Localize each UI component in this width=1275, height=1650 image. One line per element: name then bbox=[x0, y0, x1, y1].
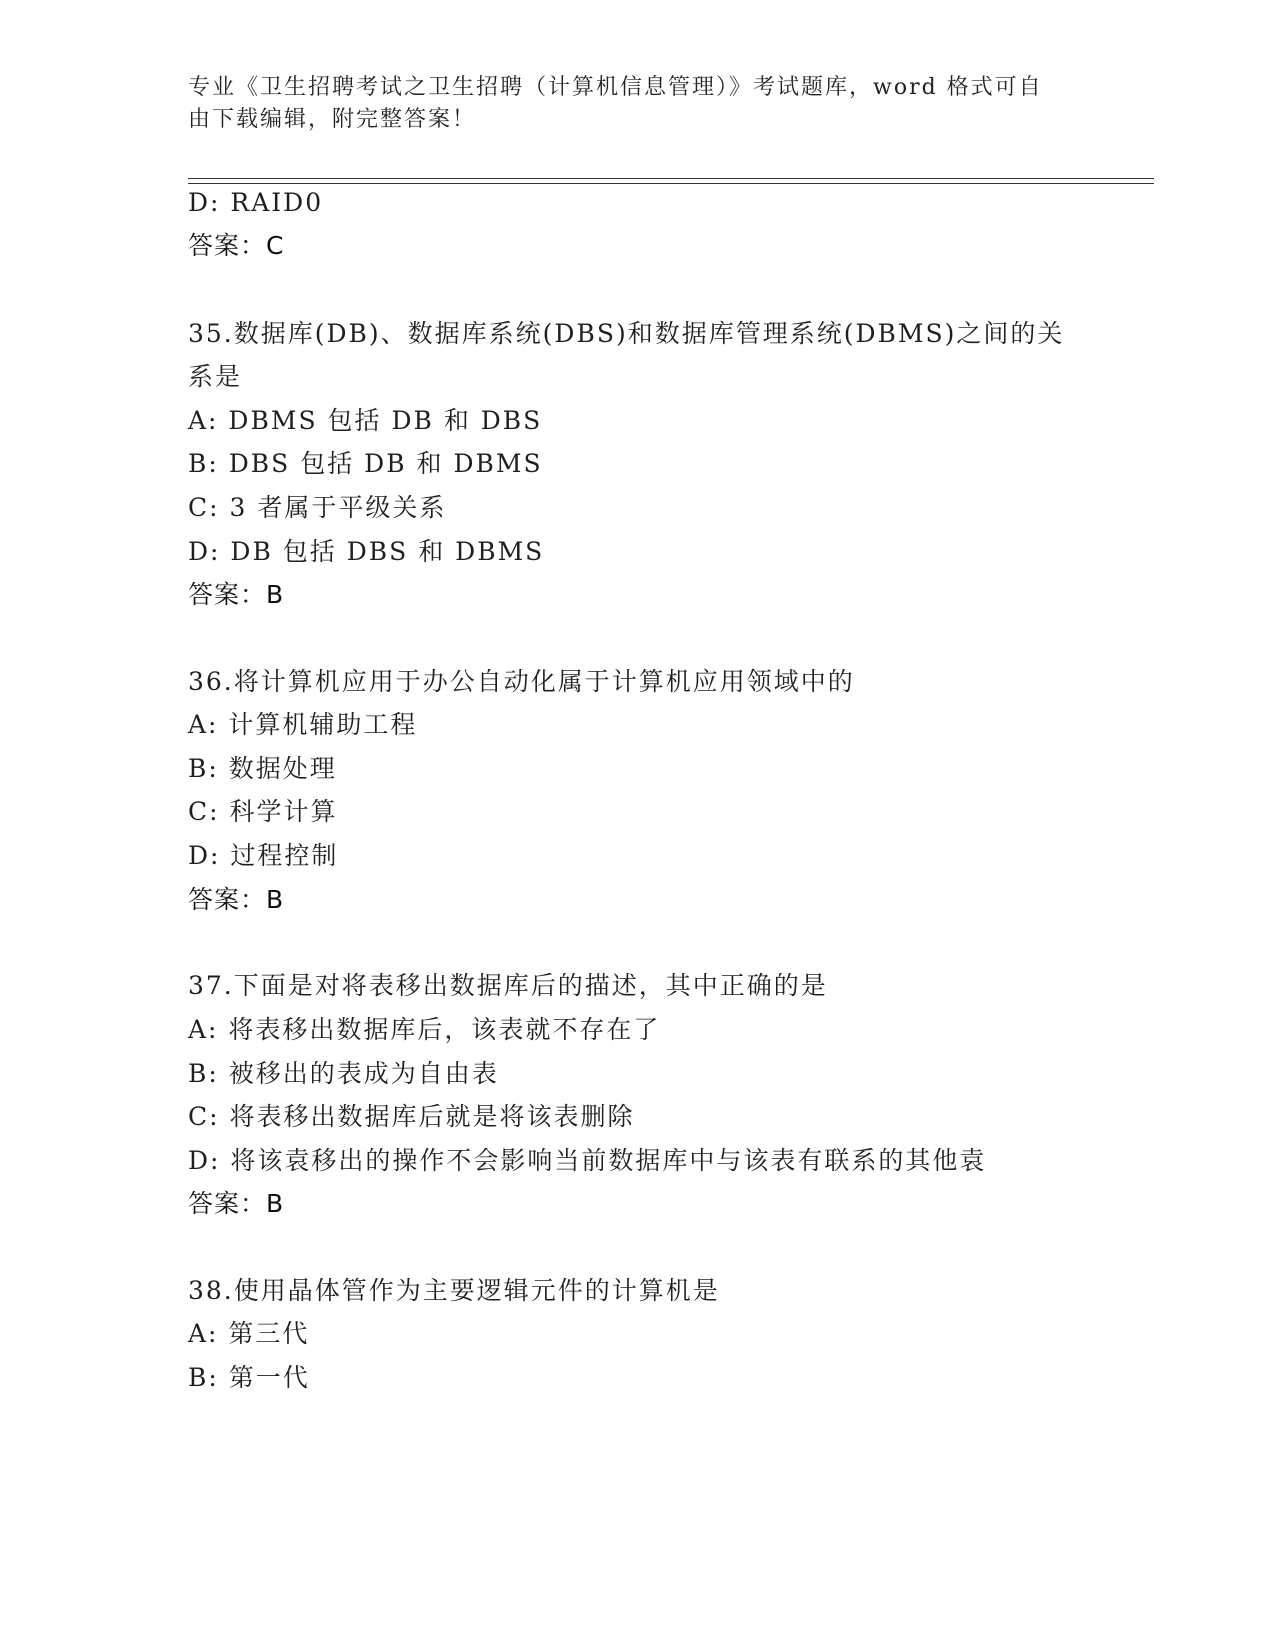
q36-option-d: D: 过程控制 bbox=[188, 841, 339, 870]
q38-option-a: A: 第三代 bbox=[188, 1319, 310, 1348]
header-line-2: 由下载编辑，附完整答案！ bbox=[188, 107, 477, 132]
q35-answer: 答案：B bbox=[188, 580, 285, 609]
q36-stem-line-1: 36.将计算机应用于办公自动化属于计算机应用领域中的 bbox=[188, 667, 855, 696]
q37-option-d: D: 将该袁移出的操作不会影响当前数据库中与该表有联系的其他袁 bbox=[188, 1146, 987, 1175]
prev-option-d: D: RAID0 bbox=[188, 188, 324, 217]
q37-answer: 答案：B bbox=[188, 1189, 285, 1218]
q36-option-b: B: 数据处理 bbox=[188, 754, 337, 783]
q36-option-a: A: 计算机辅助工程 bbox=[188, 710, 418, 739]
prev-answer: 答案：C bbox=[188, 231, 285, 260]
q37-option-b: B: 被移出的表成为自由表 bbox=[188, 1059, 499, 1088]
header-divider-bottom bbox=[188, 183, 1154, 184]
q35-option-a: A: DBMS 包括 DB 和 DBS bbox=[188, 406, 543, 435]
header-divider-top bbox=[188, 178, 1154, 179]
q37-option-c: C: 将表移出数据库后就是将该表删除 bbox=[188, 1102, 635, 1131]
q35-option-b: B: DBS 包括 DB 和 DBMS bbox=[188, 449, 543, 478]
q35-stem-line-2: 系是 bbox=[188, 362, 243, 391]
document-header bbox=[188, 72, 1068, 136]
q38-option-b: B: 第一代 bbox=[188, 1363, 310, 1392]
q37-option-a: A: 将表移出数据库后，该表就不存在了 bbox=[188, 1015, 661, 1044]
q37-stem-line-1: 37.下面是对将表移出数据库后的描述，其中正确的是 bbox=[188, 971, 828, 1000]
q36-answer: 答案：B bbox=[188, 885, 285, 914]
header-line-1: 专业《卫生招聘考试之卫生招聘（计算机信息管理）》考试题库，word 格式可自 bbox=[188, 75, 1043, 100]
q35-option-d: D: DB 包括 DBS 和 DBMS bbox=[188, 537, 545, 566]
q36-option-c: C: 科学计算 bbox=[188, 797, 338, 826]
q35-stem-line-1: 35.数据库(DB)、数据库系统(DBS)和数据库管理系统(DBMS)之间的关 bbox=[188, 319, 1065, 348]
q38-stem-line-1: 38.使用晶体管作为主要逻辑元件的计算机是 bbox=[188, 1276, 720, 1305]
q35-option-c: C: 3 者属于平级关系 bbox=[188, 493, 447, 522]
